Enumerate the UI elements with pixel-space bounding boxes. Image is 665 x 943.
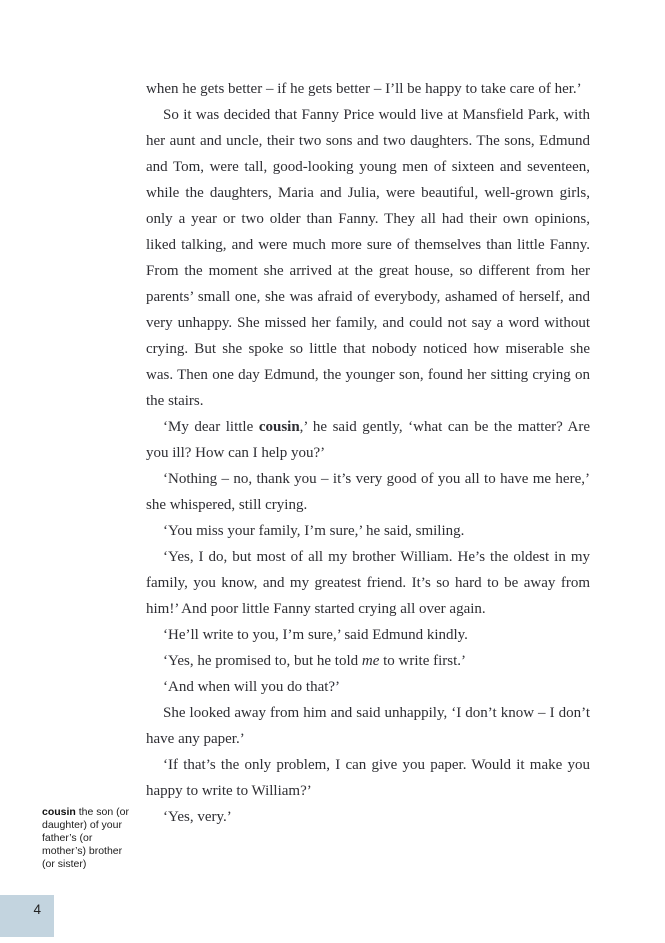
paragraph: ‘Yes, I do, but most of all my brother William. He’s the oldest in my family, you know, and my greatest friend. It’s so hard to be away from him!’ And poor little Fanny started crying all over again. — [146, 549, 590, 617]
paragraph: ‘My dear little cousin,’ he said gently, ‘what can be the matter? Are you ill? How can I help you?’ — [146, 419, 590, 461]
paragraph: when he gets better – if he gets better – I’ll be happy to take care of her.’ — [146, 81, 582, 97]
paragraph: ‘Nothing – no, thank you – it’s very good of you all to have me here,’ she whispered, still crying. — [146, 471, 590, 513]
body-text — [146, 76, 590, 830]
paragraph: She looked away from him and said unhappily, ‘I don’t know – I don’t have any paper.’ — [146, 705, 590, 747]
paragraph: ‘He’ll write to you, I’m sure,’ said Edmund kindly. — [163, 627, 468, 643]
paragraph: ‘You miss your family, I’m sure,’ he said, smiling. — [163, 523, 465, 539]
paragraph: ‘Yes, very.’ — [163, 809, 232, 825]
margin-note-term: cousin — [42, 806, 76, 818]
margin-note — [42, 806, 136, 871]
paragraph: ‘Yes, he promised to, but he told me to write first.’ — [163, 653, 467, 669]
paragraph: ‘If that’s the only problem, I can give you paper. Would it make you happy to write to William?’ — [146, 757, 590, 799]
margin-note-definition: the son (or daughter) of your father’s (or mother’s) brother (or sister) — [42, 806, 129, 870]
page-number-tab — [0, 895, 54, 937]
paragraph: ‘And when will you do that?’ — [163, 679, 341, 695]
paragraph: So it was decided that Fanny Price would live at Mansfield Park, with her aunt and uncle, their two sons and two daughters. The sons, Edmund and Tom, were tall, good-looking young men of sixteen and seventeen, while the daughters, Maria and Julia, were beautiful, well-grown girls, only a year or two older than Fanny. They all had their own opinions, liked talking, and were much more sure of themselves than little Fanny. From the moment she arrived at the great house, so different from her parents’ small one, she was afraid of everybody, ashamed of herself, and very unhappy. She missed her family, and could not say a word without crying. But she spoke so little that nobody noticed how miserable she was. Then one day Edmund, the younger son, found her sitting crying on the stairs. — [146, 107, 590, 409]
page-number: 4 — [33, 902, 41, 917]
